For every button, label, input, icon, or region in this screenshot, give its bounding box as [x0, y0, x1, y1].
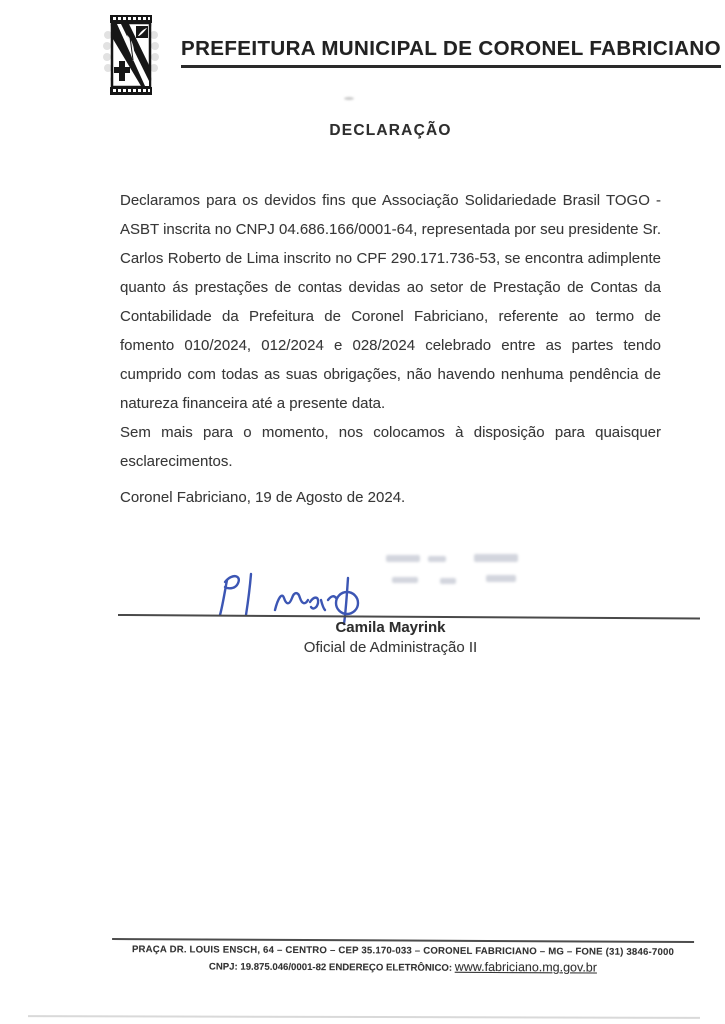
scan-smudge-mark	[344, 97, 354, 100]
signatory-role: Oficial de Administração II	[303, 639, 478, 656]
body-paragraph-2: Sem mais para o momento, nos colocamos à disposição para quaisquer esclarecimentos.	[120, 424, 661, 470]
faded-stamp-artifact	[382, 551, 592, 595]
header-title: PREFEITURA MUNICIPAL DE CORONEL FABRICIANO	[181, 37, 721, 68]
footer-cnpj-text: CNPJ: 19.875.046/0001-82 ENDEREÇO ELETRÔNICO:	[208, 961, 455, 974]
date-line: Coronel Fabriciano, 19 de Agosto de 2024.	[120, 489, 406, 506]
page-bottom-edge	[28, 1015, 700, 1019]
body-paragraph-1: Declaramos para os devidos fins que Associação Solidariedade Brasil TOGO - ASBT inscrita no CNPJ 04.686.166/0001-64, representada por seu presidente Sr. Carlos Roberto de Lima inscrito no CPF 290.171.736-53, se encontra adimplente quanto ás prestações de contas devidas ao setor de Prestação de Contas da Contabilidade da Prefeitura de Coronel Fabriciano, referente ao termo de fomento 010/2024, 012/2024 e 028/2024 celebrado entre as partes tendo cumprido com todas as suas obrigações, não havendo nenhuma pendência de natureza financeira até a presente data.	[120, 192, 661, 412]
footer-address-line: PRAÇA DR. LOUIS ENSCH, 64 – CENTRO – CEP 35.170-033 – CORONEL FABRICIANO – MG – FONE (31) 3846-7000	[131, 944, 675, 958]
footer-url: www.fabriciano.mg.gov.br	[454, 959, 597, 975]
document-body	[120, 186, 661, 476]
footer-cnpj-line	[112, 958, 694, 975]
footer	[112, 938, 694, 975]
signatory-name: Camila Mayrink	[335, 619, 446, 636]
document-title: DECLARAÇÃO	[329, 122, 452, 139]
municipal-coat-of-arms-icon	[103, 13, 159, 99]
